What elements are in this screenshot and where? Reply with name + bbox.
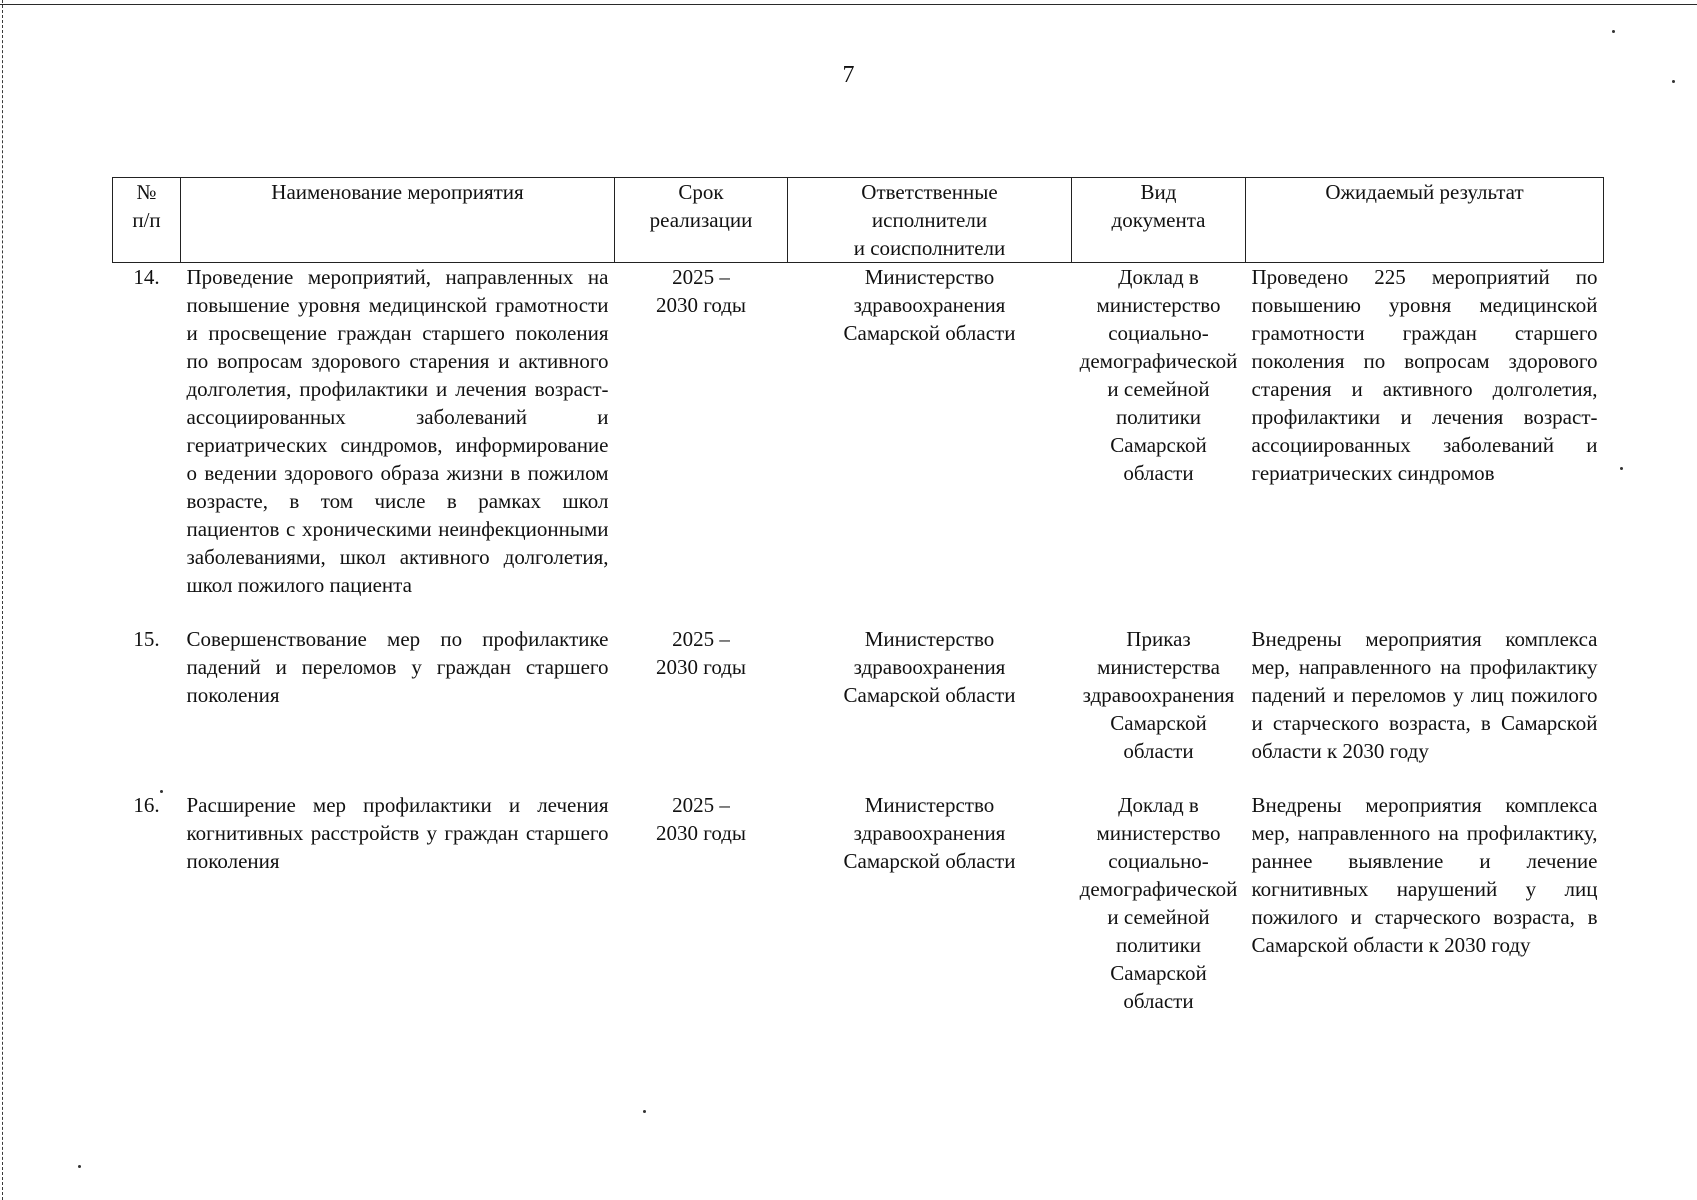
scan-top-border: [0, 4, 1697, 5]
header-term: Срок реализации: [615, 178, 788, 263]
header-num: № п/п: [113, 178, 181, 263]
row-number: 16.: [133, 793, 160, 817]
scan-speck: [643, 1110, 646, 1113]
scan-left-border: [2, 0, 3, 1200]
table-row: [113, 625, 1604, 791]
header-result: Ожидаемый результат: [1246, 178, 1604, 263]
row-document-type: Доклад в министерство социально-демографической и семейной политики Самарской области: [1079, 265, 1238, 485]
scan-speck: [1612, 30, 1615, 33]
table-header-row: [113, 178, 1604, 263]
table-row: [113, 791, 1604, 1041]
measures-table: [112, 177, 1604, 1041]
row-number: 15.: [133, 627, 160, 651]
row-term: 2025 – 2030 годы: [655, 627, 747, 679]
row-expected-result: Внедрены мероприятия комплекса мер, направленного на профилактику падений и переломов у лиц пожилого и старческого возраста, в Самарской области к 2030 году: [1251, 627, 1598, 763]
header-document: Вид документа: [1072, 178, 1246, 263]
row-document-type: Доклад в министерство социально-демографической и семейной политики Самарской области: [1079, 793, 1238, 1013]
row-measure-name: Расширение мер профилактики и лечения когнитивных расстройств у граждан старшего поколения: [186, 793, 609, 873]
scan-speck: [1620, 467, 1623, 470]
row-measure-name: Проведение мероприятий, направленных на повышение уровня медицинской грамотности и просвещение граждан старшего поколения по вопросам здорового старения и активного долголетия, профилактики и лечения возраст-ассоциированных заболеваний и гериатрических синдромов, информирование о ведении здорового образа жизни в пожилом возрасте, в том числе в рамках школ пациентов с хроническими неинфекционными заболеваниями, школ активного долголетия, школ пожилого пациента: [186, 265, 609, 597]
row-expected-result: Внедрены мероприятия комплекса мер, направленного на профилактику, раннее выявление и лечение когнитивных нарушений у лиц пожилого и старческого возраста, в Самарской области к 2030 году: [1251, 793, 1598, 957]
row-expected-result: Проведено 225 мероприятий по повышению уровня медицинской грамотности граждан старшего поколения по вопросам здорового старения и активного долголетия, профилактики и лечения возраст-ассоциированных заболеваний и гериатрических синдромов: [1251, 265, 1598, 485]
row-measure-name: Совершенствование мер по профилактике падений и переломов у граждан старшего поколения: [186, 627, 609, 707]
page-number: 7: [842, 62, 855, 88]
row-document-type: Приказ министерства здравоохранения Самарской области: [1082, 627, 1235, 763]
row-responsible: Министерство здравоохранения Самарской области: [843, 265, 1016, 345]
header-responsible: Ответственные исполнители и соисполнители: [788, 178, 1072, 263]
table-row: [113, 263, 1604, 626]
scan-speck: [78, 1165, 81, 1168]
header-name: Наименование мероприятия: [181, 178, 615, 263]
row-term: 2025 – 2030 годы: [655, 265, 747, 317]
row-responsible: Министерство здравоохранения Самарской области: [843, 627, 1016, 707]
row-number: 14.: [133, 265, 160, 289]
row-responsible: Министерство здравоохранения Самарской области: [843, 793, 1016, 873]
row-term: 2025 – 2030 годы: [655, 793, 747, 845]
